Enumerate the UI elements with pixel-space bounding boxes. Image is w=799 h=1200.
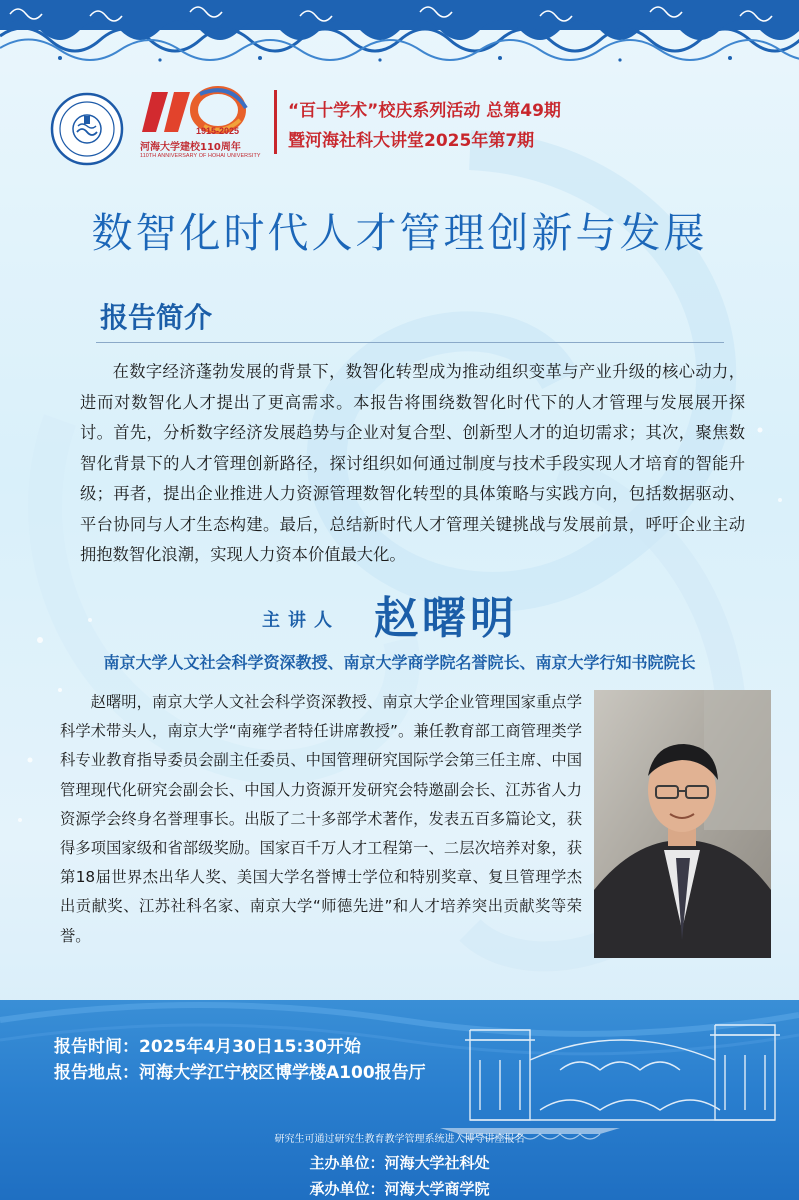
anniversary-title: 河海大学建校110周年 bbox=[140, 142, 241, 153]
series-title-line1: “百十学术”校庆系列活动 总第49期 bbox=[288, 101, 561, 121]
organizer: 主办单位：河海大学社科处 bbox=[309, 1154, 490, 1172]
anniversary-years: 1915-2025 bbox=[196, 126, 240, 136]
header-divider bbox=[274, 90, 277, 154]
hohai-university-seal-icon bbox=[50, 92, 124, 166]
series-title-line2: 暨河海社科大讲堂2025年第7期 bbox=[288, 131, 535, 151]
intro-text: 在数字经济蓬勃发展的背景下，数智化转型成为推动组织变革与产业升级的核心动力，进而对数智化人才提出了更高需求。本报告将围绕数智化时代下的人才管理与发展展开探讨。首先，分析数字经济发展趋势与企业对复合型、创新型人才的迫切需求；其次，聚焦数智化背景下的人才管理创新路径，探讨组织如何通过制度与技术手段实现人才培育的智能升级；再者，提出企业推进人力资源管理数智化转型的具体策略与实践方向，包括数据驱动、平台协同与人才生态构建。最后，总结新时代人才管理关键挑战与发展前景，呼吁企业主动拥抱数智化浪潮，实现人力资本价值最大化。 bbox=[80, 362, 745, 564]
anniversary-english: 110TH ANNIVERSARY OF HOHAI UNIVERSITY bbox=[140, 153, 261, 159]
speaker-label: 主讲人 bbox=[262, 610, 340, 631]
event-time: 报告时间：2025年4月30日15:30开始 bbox=[54, 1037, 361, 1057]
event-place: 报告地点：河海大学江宁校区博学楼A100报告厅 bbox=[54, 1063, 426, 1083]
co-organizer: 承办单位：河海大学商学院 bbox=[309, 1180, 490, 1198]
registration-note: 研究生可通过研究生教育教学管理系统进入博导讲座报名 bbox=[274, 1134, 525, 1145]
lecture-title: 数智化时代人才管理创新与发展 bbox=[91, 209, 708, 257]
intro-divider bbox=[96, 342, 724, 343]
speaker-name: 赵曙明 bbox=[374, 593, 518, 644]
intro-heading: 报告简介 bbox=[100, 301, 213, 334]
speaker-bio: 赵曙明，南京大学人文社会科学资深教授、南京大学企业管理国家重点学科学术带头人，南京大学“南雍学者特任讲席教授”。兼任教育部工商管理类学科专业教育指导委员会副主任委员、中国管理研究国际学会第三任主席、中国管理现代化研究会副会长、中国人力资源开发研究会特邀副会长、江苏省人力资源学会终身名誉理事长。出版了二十多部学术著作，发表五百多篇论文，获得多项国家级和省部级奖励。国家百千万人才工程第一、二层次培养对象，获第18届世界杰出华人奖、美国大学名誉博士学位和特别奖章、复旦管理学杰出贡献奖、江苏社科名家、南京大学“师德先进”和人才培养突出贡献奖等荣誉。 bbox=[60, 693, 582, 945]
speaker-titles: 南京大学人文社会科学资深教授、南京大学商学院名誉院长、南京大学行知书院院长 bbox=[103, 653, 696, 672]
speaker-photo bbox=[594, 690, 771, 958]
top-wave-pattern bbox=[0, 0, 799, 70]
